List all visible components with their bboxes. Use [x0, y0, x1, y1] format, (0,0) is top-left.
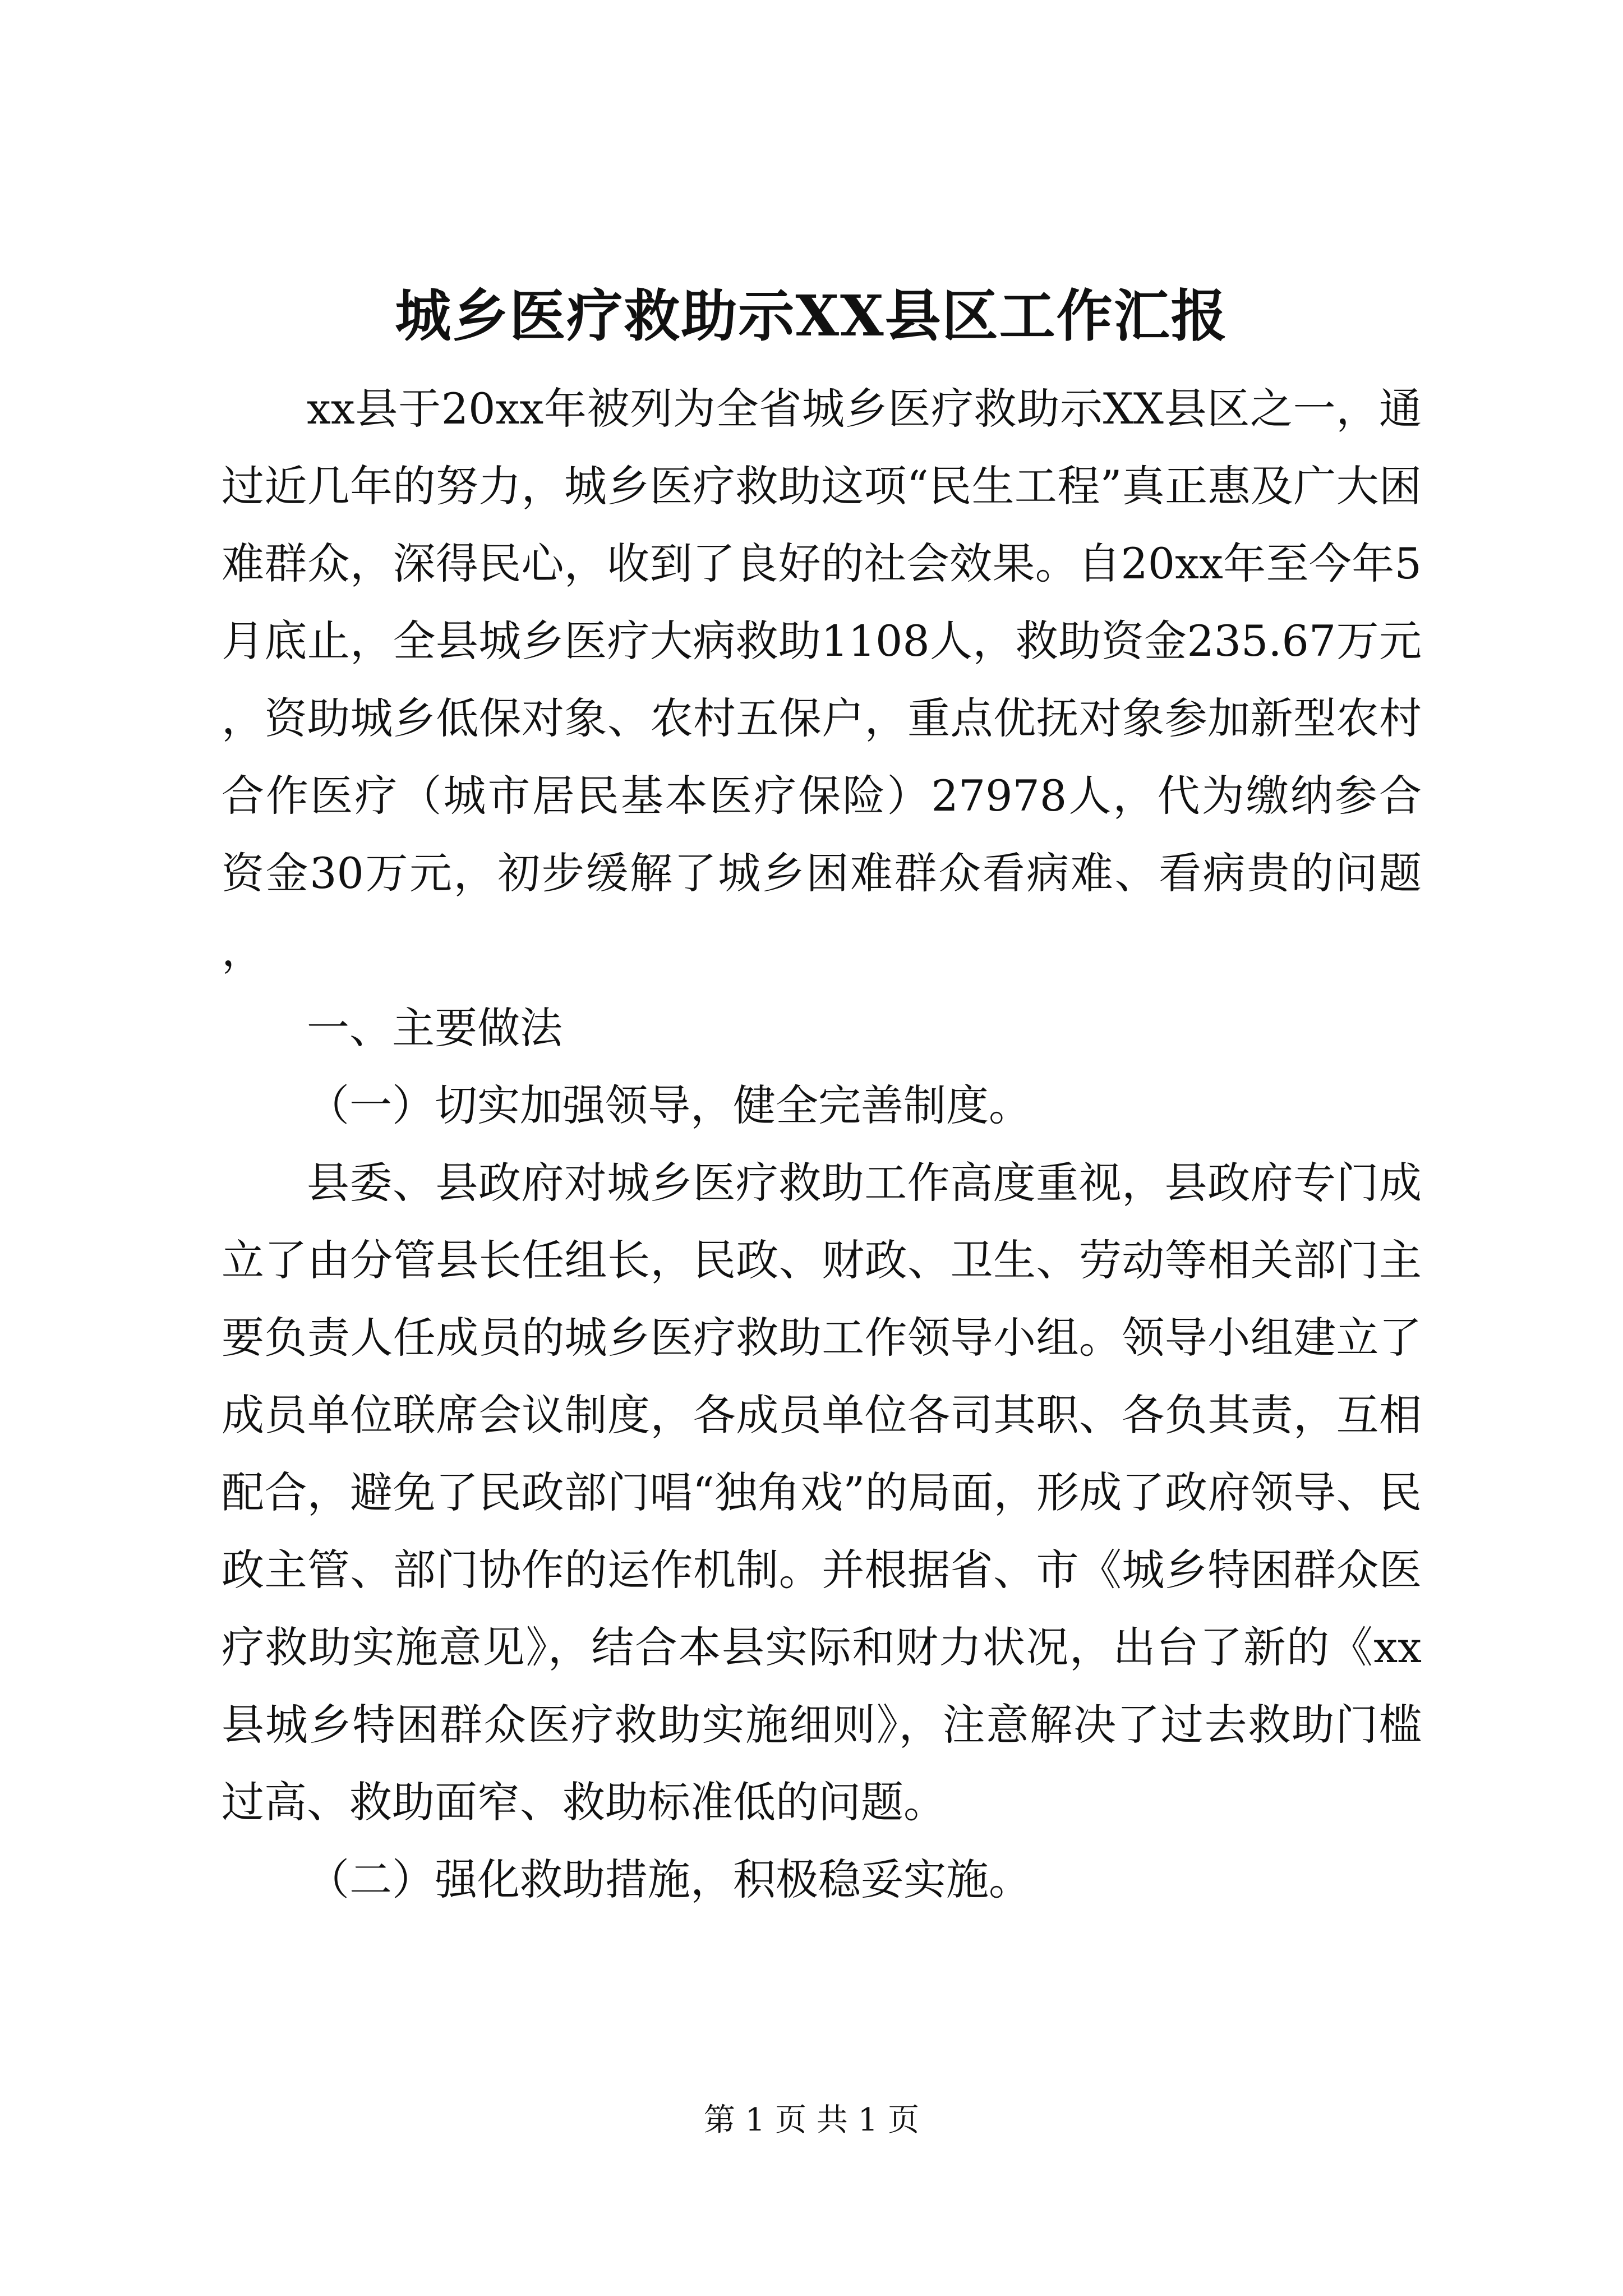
section-heading-main-practices: 一、主要做法 [307, 1003, 562, 1053]
document-body [222, 370, 1422, 1918]
document-title: 城乡医疗救助示XX县区工作汇报 [395, 283, 1228, 349]
subsection-heading-measures: （二）强化救助措施，积极稳妥实施。 [307, 1855, 1031, 1904]
intro-paragraph: xx县于20xx年被列为全省城乡医疗救助示XX县区之一，通过近几年的努力，城乡医疗救助这项“民生工程”真正惠及广大困难群众，深得民心，收到了良好的社会效果。自20xx年至今年5月底止，全县城乡医疗大病救助1108人，救助资金235.67万元，资助城乡低保对象、农村五保户，重点优抚对象参加新型农村合作医疗（城市居民基本医疗保险）27978人，代为缴纳参合资金30万元，初步缓解了城乡困难群众看病难、看病贵的问题， [222, 384, 1422, 976]
subsection-heading-leadership: （一）切实加强领导，健全完善制度。 [307, 1080, 1031, 1130]
leadership-paragraph: 县委、县政府对城乡医疗救助工作高度重视，县政府专门成立了由分管县长任组长，民政、财政、卫生、劳动等相关部门主要负责人任成员的城乡医疗救助工作领导小组。领导小组建立了成员单位联席会议制度，各成员单位各司其职、各负其责，互相配合，避免了民政部门唱“独角戏”的局面，形成了政府领导、民政主管、部门协作的运作机制。并根据省、市《城乡特困群众医疗救助实施意见》，结合本县实际和财力状况，出台了新的《xx县城乡特困群众医疗救助实施细则》，注意解决了过去救助门槛过高、救助面窄、救助标准低的问题。 [222, 1158, 1422, 1827]
page-footer: 第 1 页 共 1 页 [703, 2102, 920, 2138]
